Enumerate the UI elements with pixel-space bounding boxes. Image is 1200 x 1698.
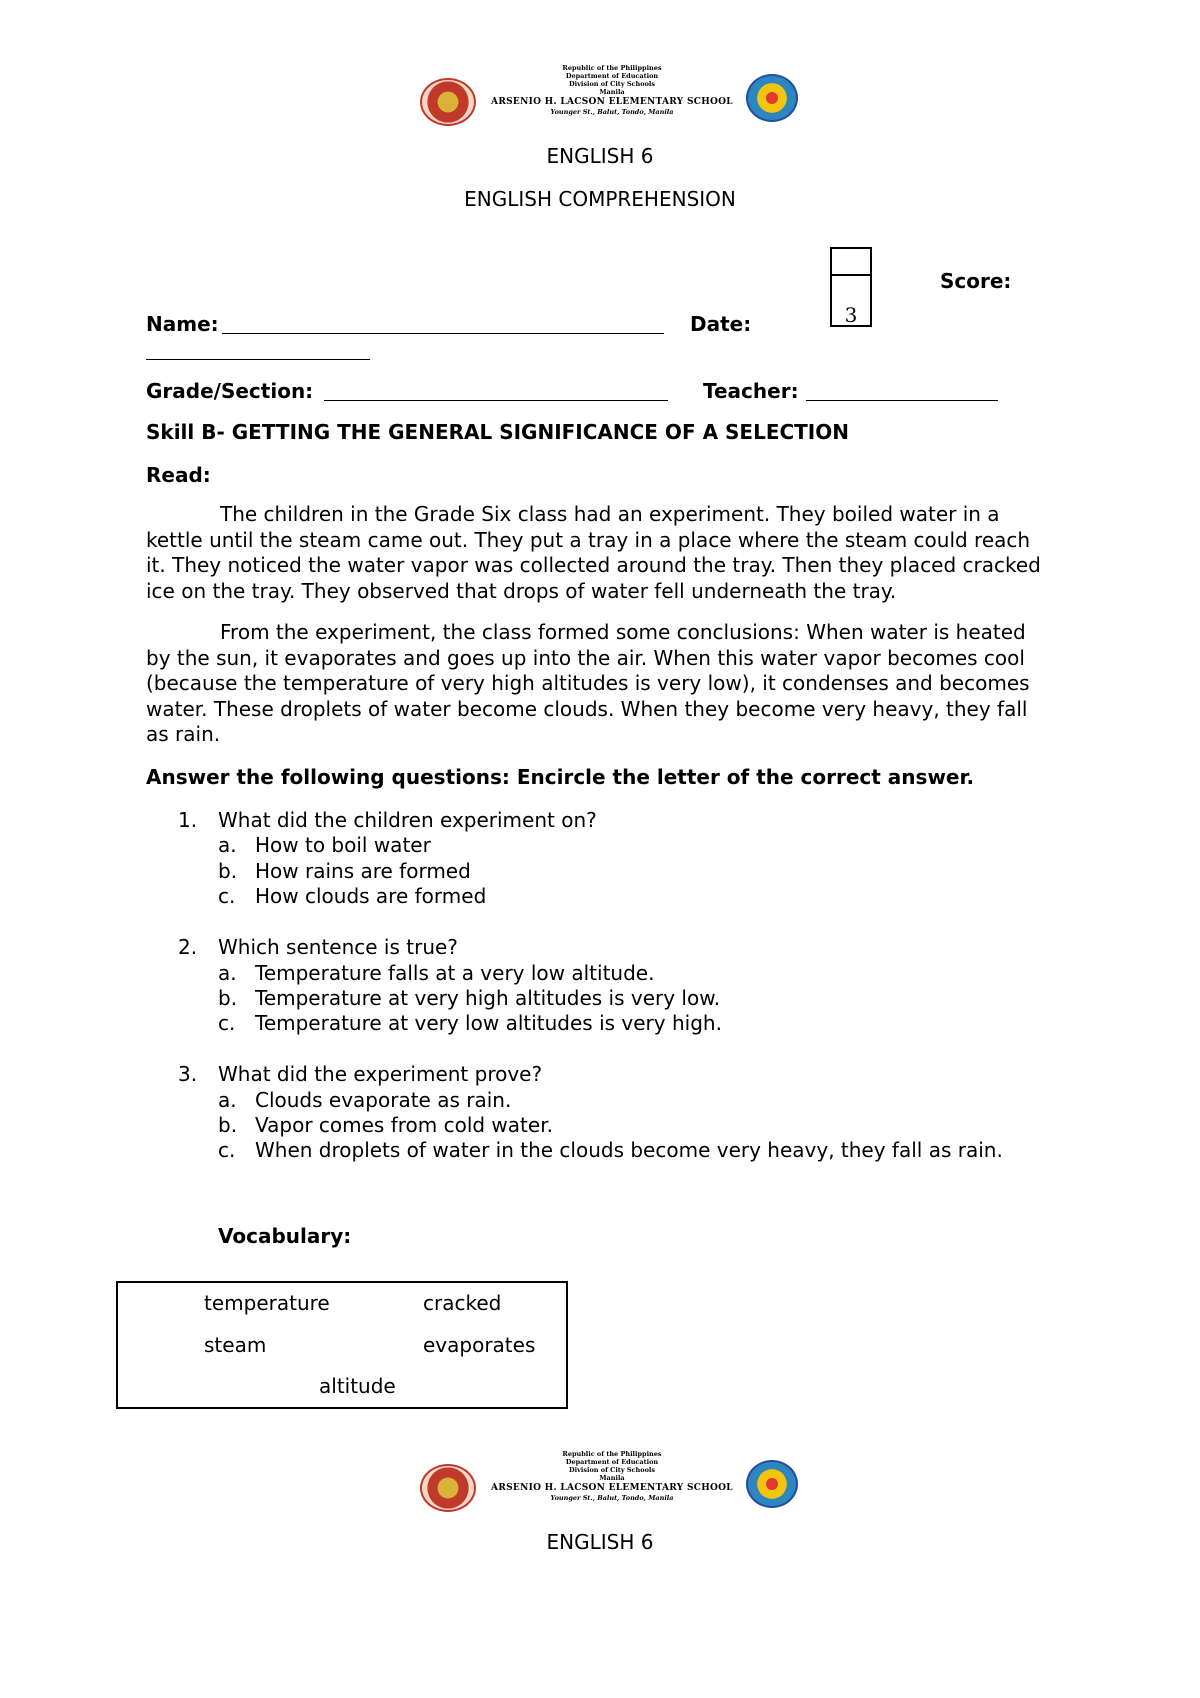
city-seal-logo	[420, 78, 476, 126]
option-letter[interactable]: c.	[218, 884, 236, 908]
score-divider	[832, 274, 870, 276]
teacher-label: Teacher:	[703, 379, 799, 403]
score-max: 3	[844, 303, 858, 327]
option-text: Temperature at very high altitudes is very low.	[255, 986, 721, 1010]
school-name: ARSENIO H. LACSON ELEMENTARY SCHOOL	[491, 1483, 733, 1493]
score-label: Score:	[940, 269, 1012, 293]
header-line: Republic of the Philippines	[562, 1450, 662, 1458]
city-seal-logo	[420, 1464, 476, 1512]
question-2-text: Which sentence is true?	[218, 935, 458, 959]
score-box	[830, 247, 872, 327]
school-seal-logo	[746, 74, 798, 122]
vocabulary-label: Vocabulary:	[218, 1224, 352, 1248]
header-line: Department of Education	[565, 1458, 659, 1466]
grade-section-field[interactable]	[324, 382, 668, 401]
school-header-footer	[400, 1450, 820, 1520]
header-text	[482, 1450, 742, 1502]
footer-page-title: ENGLISH 6	[546, 1530, 654, 1554]
school-address: Younger St., Balut, Tondo, Manila	[550, 108, 674, 116]
header-line: Department of Education	[565, 72, 659, 80]
option-text: Temperature at very low altitudes is very high.	[255, 1011, 722, 1035]
vocab-word: steam	[204, 1333, 267, 1357]
school-seal-logo	[746, 1460, 798, 1508]
vocab-word: altitude	[319, 1374, 396, 1398]
question-number: 1.	[178, 808, 198, 832]
date-label: Date:	[690, 312, 752, 336]
vocab-word: temperature	[204, 1291, 330, 1315]
vocab-word: cracked	[423, 1291, 502, 1315]
header-line: Manila	[599, 1474, 625, 1482]
header-line: Manila	[599, 88, 625, 96]
name-field[interactable]	[222, 315, 664, 334]
name-label: Name:	[146, 312, 219, 336]
school-header	[400, 64, 820, 134]
grade-section-label: Grade/Section:	[146, 379, 314, 403]
school-address: Younger St., Balut, Tondo, Manila	[550, 1494, 674, 1502]
question-3-text: What did the experiment prove?	[218, 1062, 543, 1086]
option-text: How to boil water	[255, 833, 431, 857]
option-letter[interactable]: b.	[218, 859, 238, 883]
date-field[interactable]	[146, 341, 370, 360]
question-1-text: What did the children experiment on?	[218, 808, 597, 832]
option-letter[interactable]: b.	[218, 986, 238, 1010]
header-line: Republic of the Philippines	[562, 64, 662, 72]
option-letter[interactable]: a.	[218, 1088, 237, 1112]
vocabulary-box	[116, 1281, 568, 1409]
read-label: Read:	[146, 463, 211, 487]
option-letter[interactable]: a.	[218, 833, 237, 857]
teacher-field[interactable]	[806, 382, 998, 401]
school-name: ARSENIO H. LACSON ELEMENTARY SCHOOL	[491, 97, 733, 107]
option-text: How rains are formed	[255, 859, 471, 883]
vocab-word: evaporates	[423, 1333, 536, 1357]
option-letter[interactable]: c.	[218, 1138, 236, 1162]
header-line: Division of City Schools	[568, 80, 656, 88]
passage-paragraph-2: From the experiment, the class formed some conclusions: When water is heated by the sun, it evaporates and goes up into the air. When this water vapor becomes cool (because the temperature of very high altitudes is very low), it condenses and becomes water. These droplets of water become clouds. When they become very heavy, they fall as rain.	[146, 620, 1030, 746]
header-text	[482, 64, 742, 116]
option-letter[interactable]: a.	[218, 961, 237, 985]
question-number: 2.	[178, 935, 198, 959]
question-number: 3.	[178, 1062, 198, 1086]
option-text: Clouds evaporate as rain.	[255, 1088, 512, 1112]
option-letter[interactable]: b.	[218, 1113, 238, 1137]
option-text: When droplets of water in the clouds become very heavy, they fall as rain.	[255, 1138, 1003, 1162]
passage-paragraph-1: The children in the Grade Six class had an experiment. They boiled water in a kettle until the steam came out. They put a tray in a place where the steam could reach it. They noticed the water vapor was collected around the tray. Then they placed cracked ice on the tray. They observed that drops of water fell underneath the tray.	[146, 502, 1041, 603]
page-subtitle: ENGLISH COMPREHENSION	[464, 187, 736, 211]
option-letter[interactable]: c.	[218, 1011, 236, 1035]
option-text: Temperature falls at a very low altitude.	[255, 961, 655, 985]
option-text: How clouds are formed	[255, 884, 487, 908]
page-title: ENGLISH 6	[546, 144, 654, 168]
instructions: Answer the following questions: Encircle the letter of the correct answer.	[146, 765, 975, 789]
header-line: Division of City Schools	[568, 1466, 656, 1474]
option-text: Vapor comes from cold water.	[255, 1113, 553, 1137]
skill-heading: Skill B- GETTING THE GENERAL SIGNIFICANCE OF A SELECTION	[146, 420, 849, 444]
